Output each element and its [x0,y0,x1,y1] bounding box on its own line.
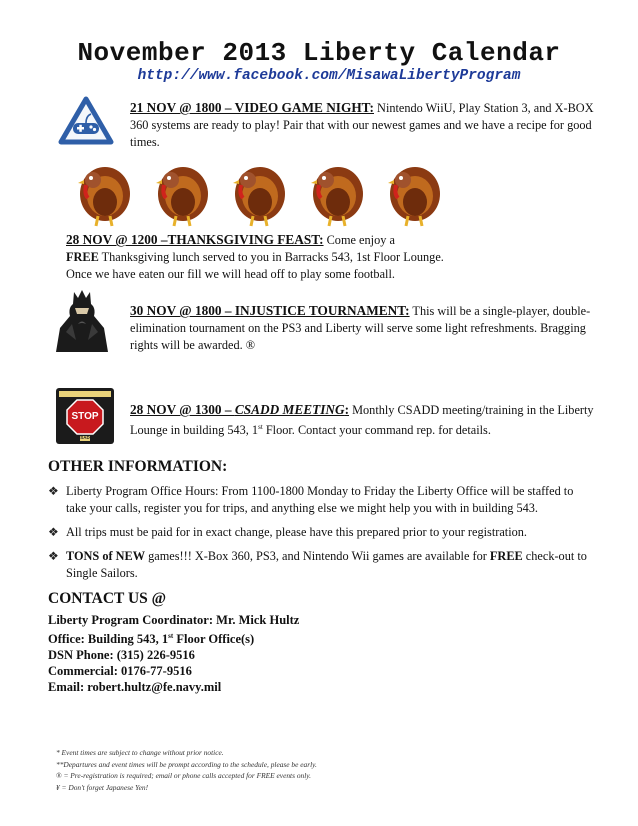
commercial-phone: Commercial: 0176-77-9516 [48,664,192,679]
contact-block [48,612,299,695]
dark-hero-icon [52,288,112,356]
event-body-lead: Come enjoy a [323,233,395,247]
event-body: Nintendo WiiU, Play Station 3, and X-BOX 360 systems are ready to play! Pair that with our newest games and we have a recipe for good times. [130,101,594,149]
event-heading: 28 NOV @ 1200 –THANKSGIVING FEAST: [66,232,324,247]
footnote: * Event times are subject to change without prior notice. [56,748,224,757]
bullet-text: TONS of NEW games!!! X-Box 360, PS3, and Nintendo Wii games are available for FREE check-out to Single Sailors. [66,549,587,580]
event-body-lead: Monthly CSADD meeting/training in the Liberty Lounge in building 543, 1 [130,403,594,438]
email-link[interactable]: Email: robert.hultz@fe.navy.mil [48,680,222,695]
ordinal-suffix: st [258,423,263,431]
turkey-icon [72,158,132,228]
facebook-link[interactable]: http://www.facebook.com/MisawaLibertyProgram [137,68,521,84]
stop-sign-text: STOP [71,411,99,422]
event-csadd-meeting [130,401,600,439]
stop-sign-icon [56,388,114,444]
diamond-bullet-icon: ❖ [48,525,59,539]
event-heading: 28 NOV @ 1300 – CSADD MEETING: [130,402,350,417]
turkey-icon [227,158,287,228]
turkey-icon [150,158,210,228]
gamepad-warning-icon [58,96,114,146]
event-injustice-tournament [130,302,600,354]
diamond-bullet-icon: ❖ [48,484,59,498]
footnote: ¥ = Don't forget Japanese Yen! [56,782,149,792]
stop-sign-subtext: CSADD [76,435,93,440]
event-body: Floor. Contact your command rep. for details. [262,423,491,438]
list-item [48,483,594,517]
footnote: ® = Pre-registration is required; email or phone calls accepted for FREE events only. [56,771,311,780]
event-body: Thanksgiving lunch served to you in Barracks 543, 1st Floor Lounge. Once we have eaten our fill we will head off to play some football. [66,250,444,281]
bullet-text: Liberty Program Office Hours: From 1100-1800 Monday to Friday the Liberty Office will be staffed to take your calls, register you for trips, and anything else we might help you with in building 543. [66,484,574,515]
footnote: **Departures and event times will be prompt according to the schedule, please be early. [56,759,317,769]
turkey-icon [305,158,365,228]
coordinator: Liberty Program Coordinator: Mr. Mick Hultz [48,613,300,627]
bullet-text: All trips must be paid for in exact change, please have this prepared prior to your registration. [66,525,527,539]
diamond-bullet-icon: ❖ [48,549,59,563]
event-body: This will be a single-player, double-elimination tournament on the PS3 and Liberty will serve some light refreshments. Bragging rights will be awarded. ® [130,304,591,352]
dsn-phone: DSN Phone: (315) 226-9516 [48,648,195,663]
turkey-icon [382,158,442,228]
footnotes [56,747,317,793]
other-info-list [48,483,594,589]
free-label: FREE [66,250,99,264]
event-heading: 21 NOV @ 1800 – VIDEO GAME NIGHT: [130,100,374,115]
event-thanksgiving-feast [66,231,466,283]
turkey-row [72,158,442,228]
other-info-title: OTHER INFORMATION: [48,458,228,475]
page-title: November 2013 Liberty Calendar [77,38,561,68]
event-heading: 30 NOV @ 1800 – INJUSTICE TOURNAMENT: [130,303,410,318]
list-item [48,548,594,582]
contact-title: CONTACT US @ [48,590,167,607]
list-item [48,524,594,541]
event-video-game-night [130,99,600,151]
office-location: Office: Building 543, 1st Floor Office(s) [48,632,255,647]
